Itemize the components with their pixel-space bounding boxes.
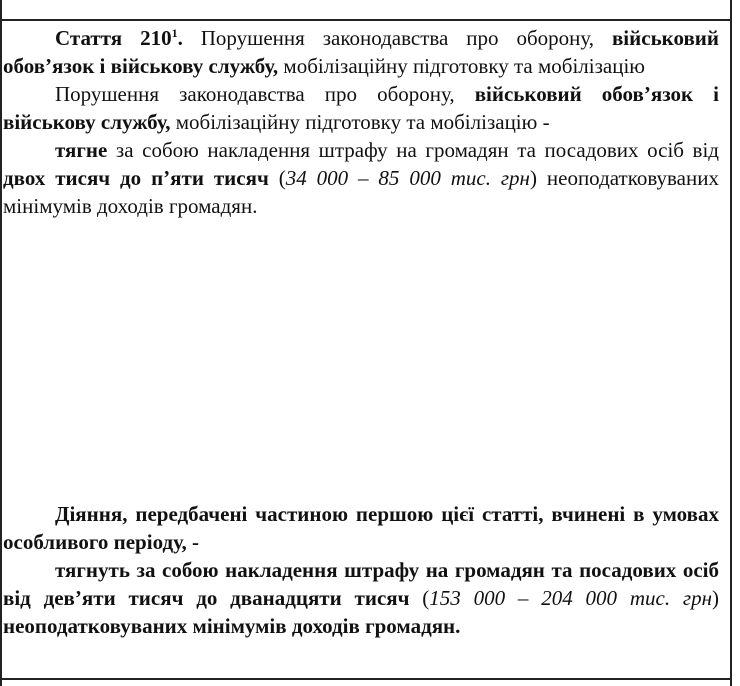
article-number: Стаття $210^1$.: [55, 26, 183, 50]
article-title-part2: мобілізаційну підготовку та мобілізацію: [278, 54, 645, 78]
table-border-bottom: [0, 678, 732, 680]
aggravated-offense-paragraph: Діяння, передбачені частиною першою цієї статті, вчинені в умовах особливого періоду, -: [3, 502, 719, 554]
article-heading: [3, 24, 719, 80]
table-border-left: [0, 0, 2, 686]
table-border-right: [730, 0, 732, 686]
penalty-paragraph-2: тягнуть за собою накладення штрафу на громадян та посадових осіб від дев’яти тисяч до дванадцяти тисяч (153 000 – 204 000 тис. грн) неоподатковуваних мінімумів доходів громадян.: [3, 558, 719, 638]
offense-paragraph: Порушення законодавства про оборону, військовий обов’язок і військову службу, мобілізаційну підготовку та мобілізацію -: [3, 82, 720, 134]
penalty-paragraph-1: тягне за собою накладення штрафу на громадян та посадових осіб від двох тисяч до п’яти тисяч (34 000 – 85 000 тис. грн) неоподатковуваних мінімумів доходів громадян.: [3, 138, 719, 218]
article-part-2: [3, 500, 719, 640]
article-title-bold: військовий обов’язок і військову службу,: [3, 26, 720, 78]
table-border-top: [0, 19, 732, 21]
article-title-part1: Порушення законодавства про оборону,: [182, 26, 612, 50]
article-cell: [3, 24, 719, 220]
